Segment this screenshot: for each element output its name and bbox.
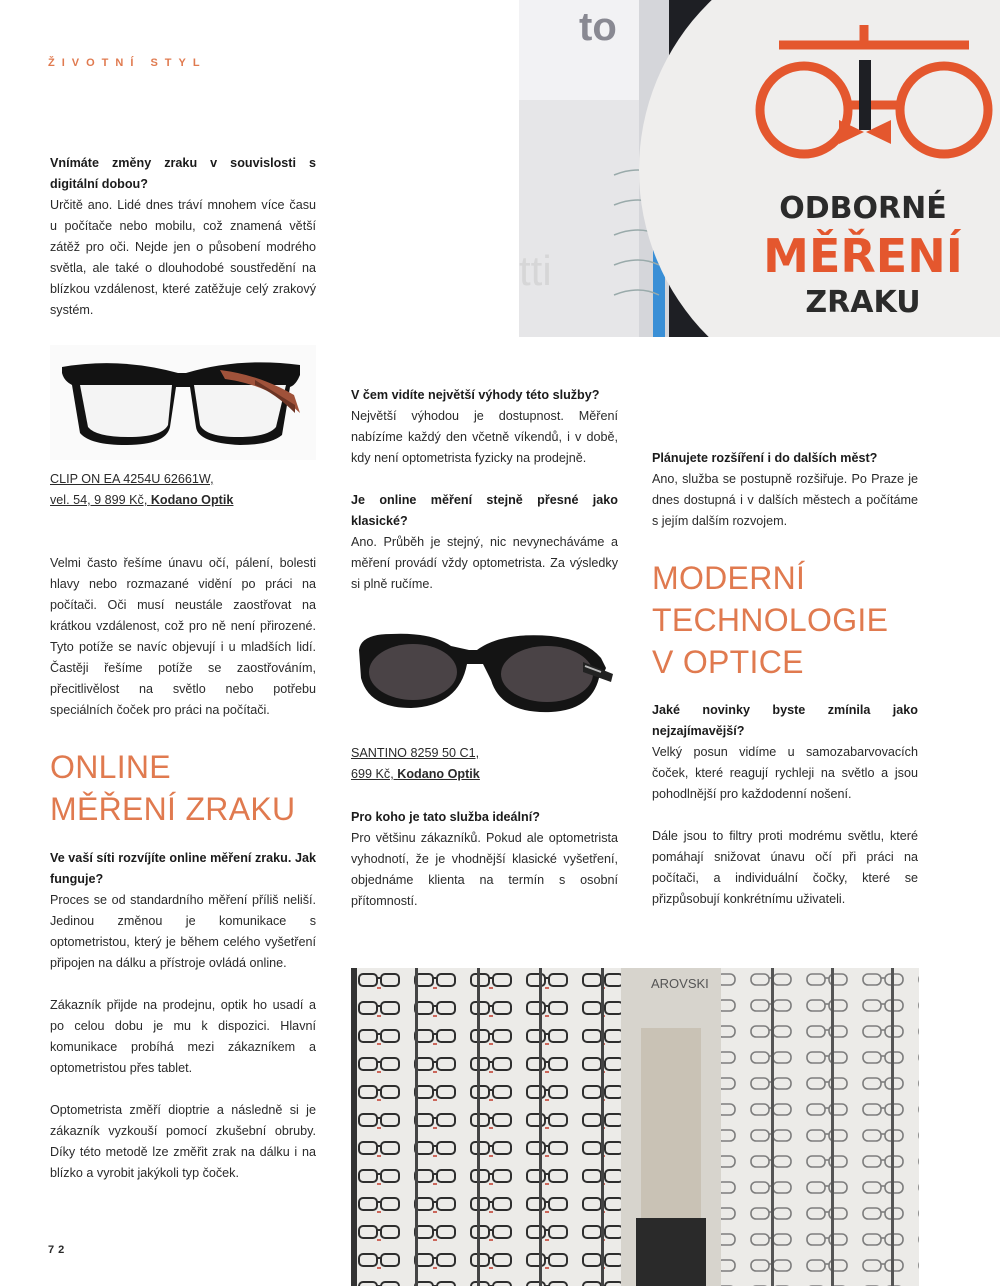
sign-line1: ODBORNÉ	[779, 191, 947, 226]
heading-modern-technology	[652, 557, 952, 683]
sign-line2: MĚŘENÍ	[763, 229, 963, 283]
product-1-name: CLIP ON EA 4254U 62661W,	[50, 472, 214, 486]
answer-expansion: Ano, služba se postupně rozšiřuje. Po Praze je dnes dostupná i v dalších městech a počítáme s jejím dalším rozvojem.	[652, 472, 918, 528]
product-2-price: 699 Kč,	[351, 767, 398, 781]
product-caption-1	[50, 469, 316, 511]
answer-filters: Dále jsou to filtry proti modrému světlu, které pomáhají snižovat únavu očí při práci na počítači, a individuální čočky, které se přizpůsobují konkrétnímu uživateli.	[652, 829, 918, 906]
svg-text:tti: tti	[519, 247, 552, 294]
question-digital-age: Vnímáte změny zraku v souvislosti s digitální dobou?	[50, 156, 316, 191]
heading-online-line2: MĚŘENÍ ZRAKU	[50, 791, 296, 827]
answer-benefits: Největší výhodou je dostupnost. Měření nabízíme každý den včetně víkendů, i v době, kdy není optometrista fyzicky na prodejně.	[351, 409, 618, 465]
column-1-intro	[50, 153, 316, 321]
eye-strain-paragraph: Velmi často řešíme únavu očí, pálení, bolesti hlavy nebo rozmazané vidění po práci na počítači. Oči musí neustále zaostřovat na krátkou vzdálenost, což pro ně není přirozené. Tyto potíže se navíc objevují i u mladších lidí. Častěji řešíme potíže se zaostřováním, přecitlivělost na světlo nebo potřebu speciálních čoček pro práci na počítači.	[50, 556, 316, 717]
column-2-ideal-qa	[351, 807, 618, 912]
heading-online-line1: ONLINE	[50, 749, 171, 785]
column-2-qa	[351, 385, 618, 595]
svg-text:AROVSKI: AROVSKI	[651, 976, 709, 991]
heading-modern-line1: MODERNÍ	[652, 560, 806, 596]
column-3-news-qa	[652, 700, 918, 910]
heading-online-measurement	[50, 746, 340, 830]
store-sign-photo	[519, 0, 1000, 337]
product-1-size-price: vel. 54, 9 899 Kč,	[50, 493, 151, 507]
page-number: 72	[48, 1244, 69, 1256]
question-accuracy: Je online měření stejně přesné jako klasické?	[351, 493, 618, 528]
column-1-online-qa	[50, 848, 316, 1184]
section-label: ŽIVOTNÍ STYL	[48, 57, 207, 69]
product-1-brand-link[interactable]: Kodano Optik	[150, 493, 234, 507]
answer-dioptres: Optometrista změří dioptrie a následně si je zákazník vyzkouší pomocí zkušební obruby. Díky této metodě lze změřit zrak na dálku i na blízko a vyrobit jakýkoli typ čoček.	[50, 1103, 316, 1180]
sunglasses-photo	[351, 610, 618, 740]
eyeglasses-photo	[50, 345, 316, 460]
eyewear-display-photo	[351, 968, 919, 1286]
product-2-brand-link[interactable]: Kodano Optik	[397, 767, 480, 781]
product-2-name: SANTINO 8259 50 C1,	[351, 746, 480, 760]
heading-modern-line3: V OPTICE	[652, 644, 804, 680]
answer-accuracy: Ano. Průběh je stejný, nic nevynecháváme a měření provádí vždy optometrista. Za výsledky si plně ručíme.	[351, 535, 618, 591]
answer-store-visit: Zákazník přijde na prodejnu, optik ho usadí a po celou dobu je mu k dispozici. Hlavní komunikace probíhá mezi zákazníkem a optometristou přes tablet.	[50, 998, 316, 1075]
answer-how-it-works: Proces se od standardního měření příliš neliší. Jedinou změnou je komunikace s optometristou, který je během celého vyšetření připojen na dálku a přístroje ovládá online.	[50, 893, 316, 970]
column-3-qa	[652, 448, 918, 532]
answer-digital-age: Určitě ano. Lidé dnes tráví mnohem více času u počítače nebo mobilu, což znamená větší zátěž pro oči. Nejde jen o působení modrého světla, ale také o dlouhodobé soustředění na blízkou vzdálenost, které zatěžuje celý zrakový systém.	[50, 198, 316, 317]
question-benefits: V čem vidíte největší výhody této služby?	[351, 388, 600, 402]
question-ideal-for: Pro koho je tato služba ideální?	[351, 810, 540, 824]
question-how-it-works: Ve vaší síti rozvíjíte online měření zraku. Jak funguje?	[50, 851, 316, 886]
question-expansion: Plánujete rozšíření i do dalších měst?	[652, 451, 878, 465]
question-news: Jaké novinky byste zmínila jako nejzajímavější?	[652, 703, 918, 738]
answer-ideal-for: Pro většinu zákazníků. Pokud ale optometrista vyhodnotí, že je vhodnější klasické vyšetření, objednáme klienta na termín s osobní přítomností.	[351, 831, 618, 908]
svg-text:to: to	[579, 5, 617, 49]
heading-modern-line2: TECHNOLOGIE	[652, 602, 889, 638]
column-1-paragraph	[50, 553, 316, 721]
sign-line3: ZRAKU	[805, 285, 921, 320]
answer-news: Velký posun vidíme u samozabarvovacích čoček, které reagují rychleji na světlo a jsou pohodlnější pro každodenní nošení.	[652, 745, 918, 801]
product-caption-2	[351, 743, 618, 785]
